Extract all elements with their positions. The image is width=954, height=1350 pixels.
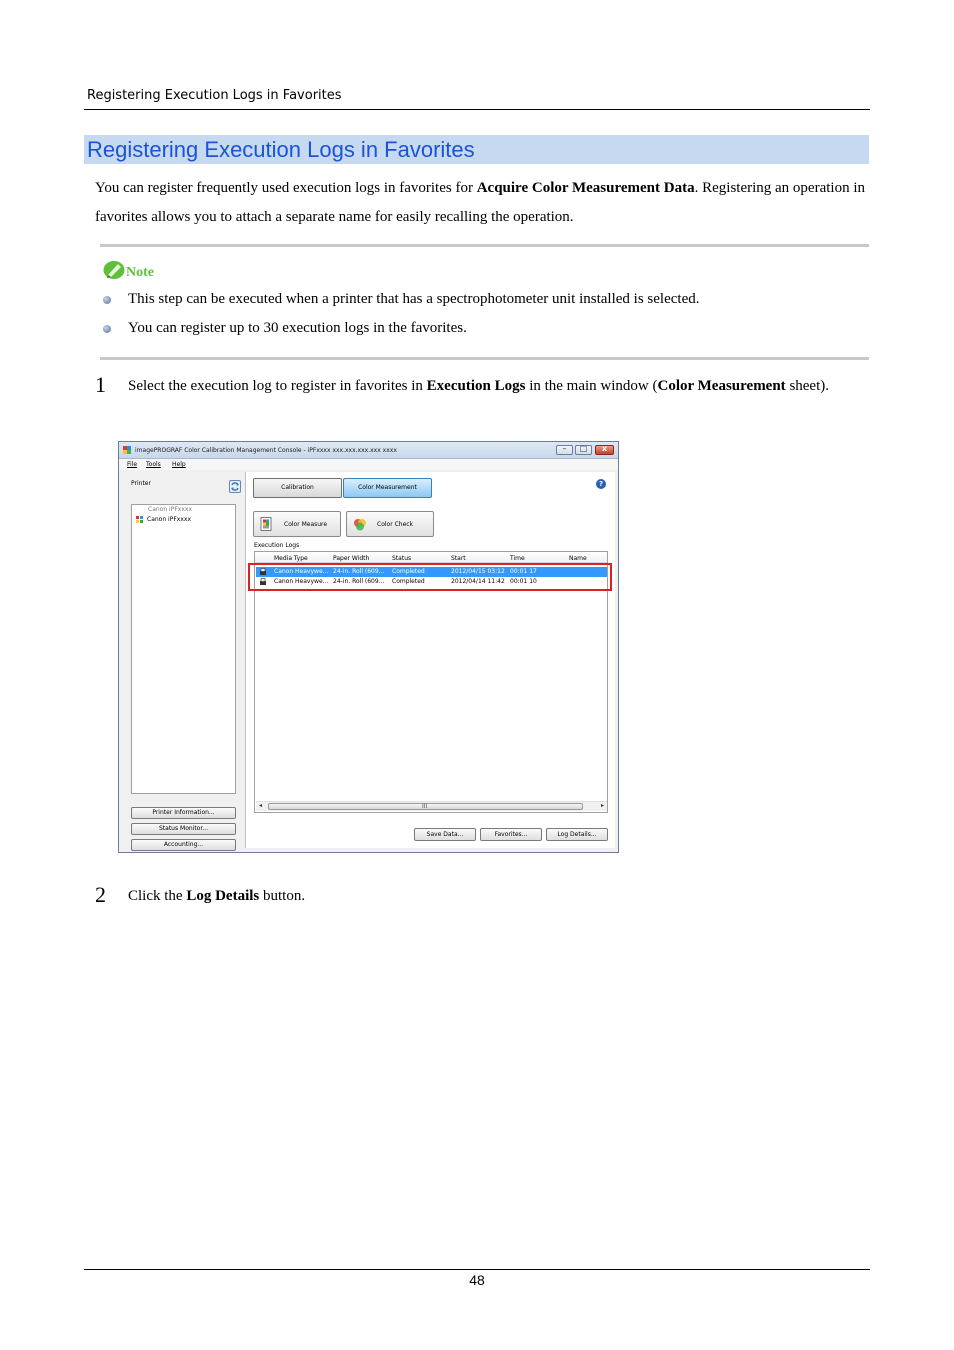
printer-information-button[interactable]: Printer Information... <box>131 807 236 819</box>
step-number: 2 <box>95 882 106 907</box>
menu-help[interactable]: Help <box>172 461 186 468</box>
window-titlebar <box>119 442 618 459</box>
note-item-text: This step can be executed when a printer that has a spectrophotometer unit installed is selected. <box>128 291 700 307</box>
scroll-thumb[interactable]: III <box>268 803 583 810</box>
bullet-icon <box>103 325 111 333</box>
tab-color-measurement[interactable]: Color Measurement <box>343 478 432 498</box>
column-header[interactable]: Time <box>510 555 525 562</box>
log-details-button[interactable]: Log Details... <box>546 828 608 841</box>
printer-list-header: Canon iPFxxxx <box>148 506 192 513</box>
column-header[interactable]: Paper Width <box>333 555 370 562</box>
color-check-label: Color Check <box>377 521 414 528</box>
menu-tools[interactable]: Tools <box>146 461 161 468</box>
printer-pane <box>124 472 242 848</box>
note-top-rule <box>100 244 869 247</box>
printer-label: Printer <box>131 480 151 487</box>
accounting-button[interactable]: Accounting... <box>131 839 236 851</box>
maximize-button[interactable]: □ <box>575 445 592 455</box>
intro-paragraph: You can register frequently used execution logs in favorites for Acquire Color Measurement Data. Registering an operation in favorites allows you to attach a separate name for easily recalling the operation. <box>95 180 865 225</box>
favorites-button[interactable]: Favorites... <box>480 828 542 841</box>
page-number: 48 <box>469 1272 485 1288</box>
column-header[interactable]: Start <box>451 555 466 562</box>
running-header: Registering Execution Logs in Favorites <box>87 88 342 103</box>
menu-file[interactable]: File <box>127 461 138 468</box>
horizontal-scrollbar[interactable] <box>256 801 607 811</box>
app-window-screenshot <box>118 441 619 853</box>
column-header[interactable]: Name <box>569 555 587 562</box>
color-measure-label: Color Measure <box>284 521 328 528</box>
note-pencil-icon <box>103 260 125 280</box>
note-item <box>103 291 699 308</box>
status-monitor-button[interactable]: Status Monitor... <box>131 823 236 835</box>
help-icon[interactable]: ? <box>596 479 606 489</box>
printer-list-item[interactable]: Canon iPFxxxx <box>136 516 191 523</box>
step-number: 1 <box>95 372 106 397</box>
app-icon <box>123 446 132 454</box>
scroll-left-icon[interactable]: ◂ <box>259 802 263 809</box>
color-measure-button[interactable] <box>253 511 341 537</box>
execution-logs-label: Execution Logs <box>254 542 300 549</box>
close-button[interactable]: x <box>595 445 614 455</box>
tab-calibration[interactable]: Calibration <box>253 478 342 498</box>
refresh-icon[interactable] <box>229 480 241 493</box>
header-rule <box>84 109 870 110</box>
column-header[interactable]: Status <box>392 555 412 562</box>
main-pane <box>245 472 615 848</box>
window-title: imagePROGRAF Color Calibration Management Console - iPFxxxx xxx.xxx.xxx.xxx xxxx <box>135 447 397 454</box>
table-row[interactable]: Canon Heavywe... 24-in. Roll (609... Completed 2012/04/14 11:42 00:01 10 <box>256 577 607 587</box>
printer-icon <box>136 516 143 523</box>
note-label: Note <box>126 265 154 280</box>
scroll-right-icon[interactable]: ▸ <box>600 802 604 809</box>
printer-list[interactable] <box>131 504 236 794</box>
column-header[interactable]: Media Type <box>274 555 308 562</box>
step-text: Click the Log Details button. <box>128 888 306 904</box>
footer-rule <box>84 1269 870 1270</box>
note-bottom-rule <box>100 357 869 360</box>
note-item-text: You can register up to 30 execution logs in the favorites. <box>128 320 467 336</box>
note-heading <box>103 259 154 281</box>
menu-bar <box>119 459 618 470</box>
selection-highlight-box <box>248 563 612 591</box>
color-measure-icon <box>260 517 274 532</box>
minimize-button[interactable]: – <box>556 445 573 455</box>
note-item <box>103 320 467 337</box>
step-text: Select the execution log to register in favorites in Execution Logs in the main window (Color Measurement sheet). <box>128 378 830 394</box>
bullet-icon <box>103 296 111 304</box>
save-data-button[interactable]: Save Data... <box>414 828 476 841</box>
grid-header <box>255 552 607 563</box>
color-check-icon <box>353 517 367 532</box>
table-row[interactable]: Canon Heavywe... 24-in. Roll (609... Completed 2012/04/15 03:12 00:01 17 <box>256 567 607 577</box>
section-title: Registering Execution Logs in Favorites <box>84 135 869 164</box>
color-check-button[interactable] <box>346 511 434 537</box>
